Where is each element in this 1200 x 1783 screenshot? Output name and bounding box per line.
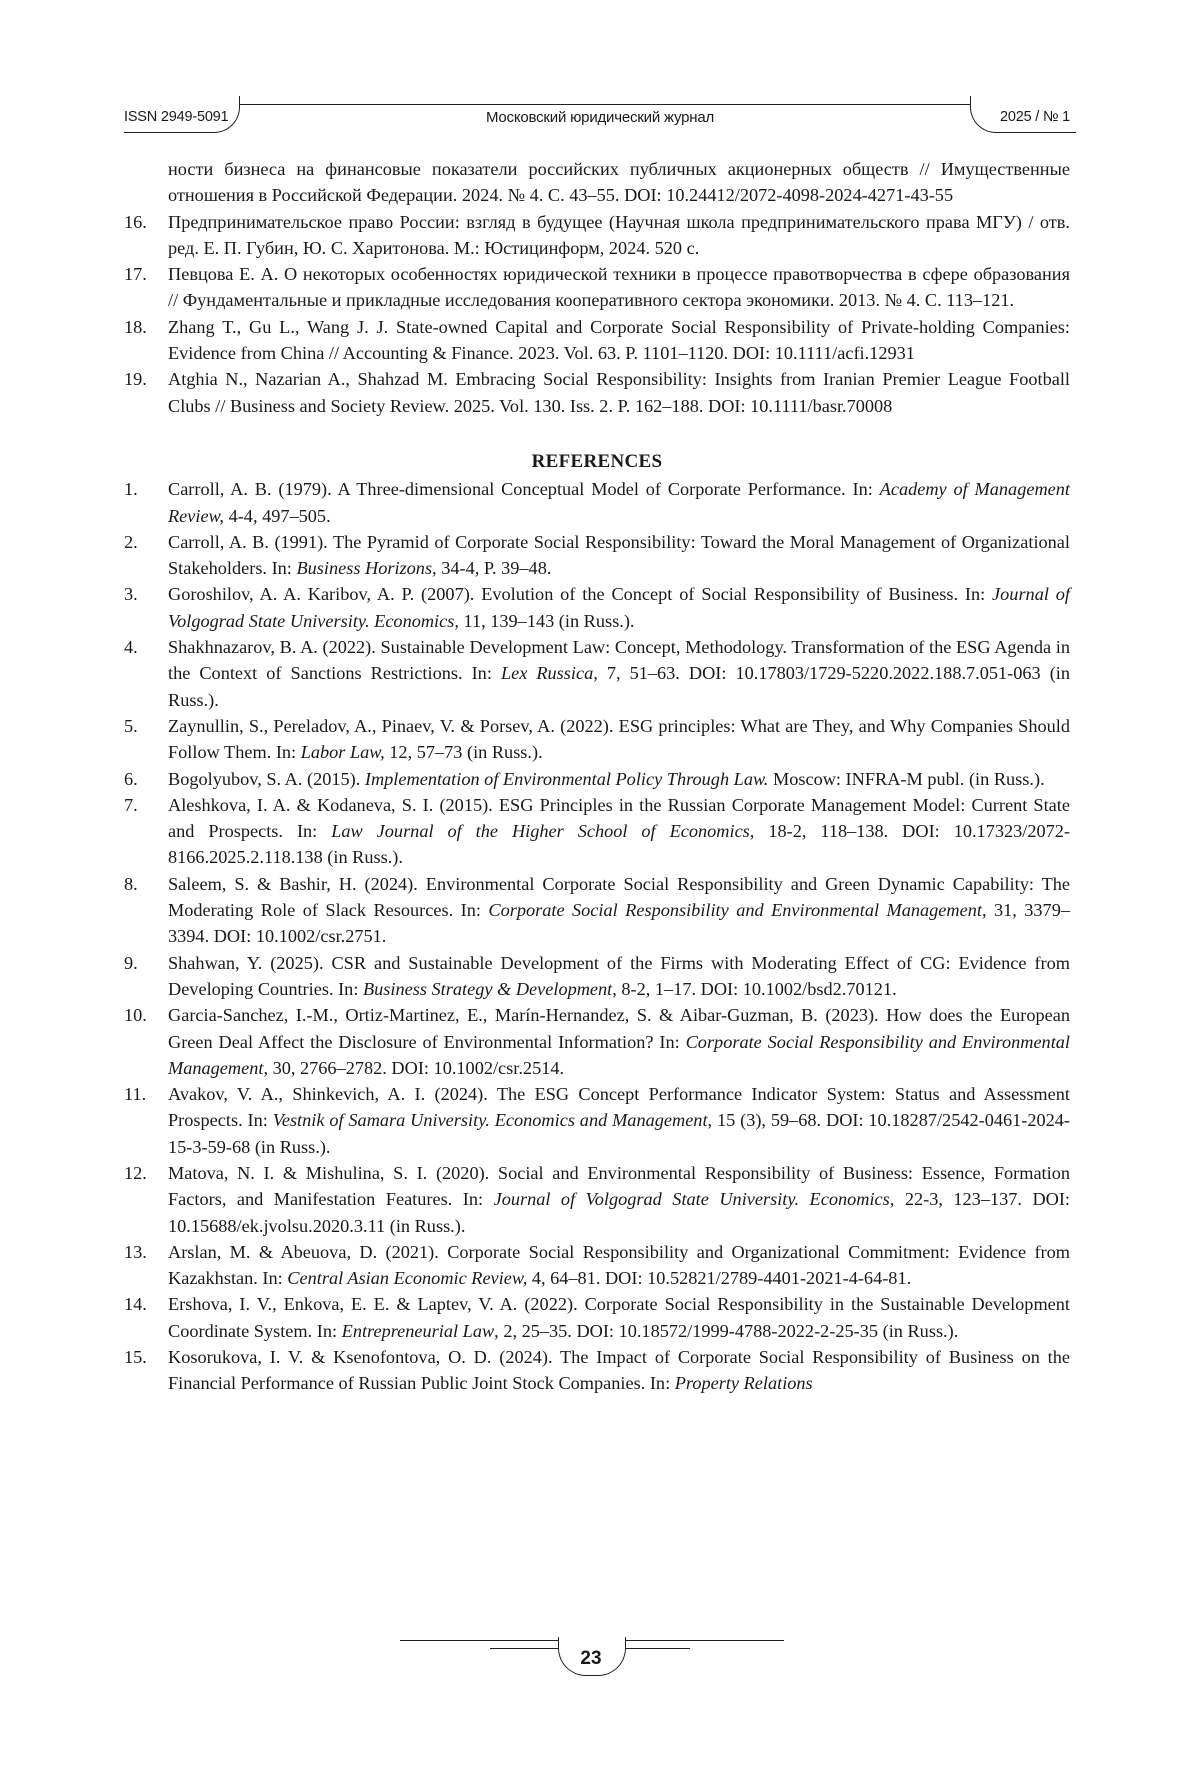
reference-source-title: Labor Law, [301,742,385,762]
reference-body: Carroll, A. B. (1979). A Three-dimensional Conceptual Model of Corporate Performance. In: [168,479,880,499]
reference-details: 12, 57–73 (in Russ.). [385,742,543,762]
reference-number: 6. [124,766,168,792]
reference-text [168,1291,1070,1344]
page-number: 23 [558,1648,624,1670]
reference-source-title: Journal of Volgograd State University. Economics, [494,1189,895,1209]
reference-item [124,634,1070,713]
reference-item [124,1291,1070,1344]
reference-number: 7. [124,792,168,818]
reference-item [124,1239,1070,1292]
reference-number: 18. [124,314,168,340]
reference-text [168,1160,1070,1239]
reference-text [168,1081,1070,1160]
reference-text: Atghia N., Nazarian A., Shahzad M. Embracing Social Responsibility: Insights from Iranian Premier League Football Clubs // Business and Society Review. 2025. Vol. 130. Iss. 2. P. 162–188. DOI: 10.1111/basr.70008 [168,366,1070,419]
reference-text [168,950,1070,1003]
reference-source-title: Business Horizons, [296,558,436,578]
reference-number: 17. [124,261,168,287]
reference-body: Kosorukova, I. V. & Ksenofontova, O. D. (2024). The Impact of Corporate Social Responsibility of Business on the Financial Performance of Russian Public Joint Stock Companies. In: [168,1347,1070,1393]
reference-number: 16. [124,209,168,235]
reference-text: Zhang T., Gu L., Wang J. J. State-owned Capital and Corporate Social Responsibility of Private-holding Companies: Evidence from China // Accounting & Finance. 2023. Vol. 63. P. 1101–1120. DOI: 10.1111/acfi.12931 [168,314,1070,367]
reference-text [168,529,1070,582]
reference-number: 8. [124,871,168,897]
reference-details: 4, 64–81. DOI: 10.52821/2789-4401-2021-4-64-81. [527,1268,911,1288]
reference-number: 15. [124,1344,168,1370]
reference-item [124,1344,1070,1397]
reference-details: 22-3, 123–137. DOI: 10.15688/ek.jvolsu.2020.3.11 (in Russ.). [168,1189,1070,1235]
reference-item [124,792,1070,871]
reference-body: Aleshkova, I. A. & Kodaneva, S. I. (2015). ESG Principles in the Russian Corporate Management Model: Current State and Prospects. In: [168,795,1070,841]
reference-item [124,1081,1070,1160]
reference-item [124,261,1070,314]
reference-details: 30, 2766–2782. DOI: 10.1002/csr.2514. [268,1058,564,1078]
header-rule [124,104,1076,105]
reference-body: Ershova, I. V., Enkova, E. E. & Laptev, V. A. (2022). Corporate Social Responsibility in the Sustainable Development Coordinate System. In: [168,1294,1070,1340]
reference-number: 10. [124,1002,168,1028]
reference-details: 7, 51–63. DOI: 10.17803/1729-5220.2022.188.7.051-063 (in Russ.). [168,663,1070,709]
reference-item [124,476,1070,529]
reference-body: Bogolyubov, S. A. (2015). [168,769,365,789]
reference-number: 12. [124,1160,168,1186]
reference-text [168,792,1070,871]
reference-number: 1. [124,476,168,502]
reference-item [124,713,1070,766]
reference-details: 4-4, 497–505. [224,506,331,526]
reference-body: Shahwan, Y. (2025). CSR and Sustainable Development of the Firms with Moderating Effect of CG: Evidence from Developing Countries. In: [168,953,1070,999]
reference-item [124,871,1070,950]
journal-title: Московский юридический журнал [0,109,1200,126]
reference-body: Goroshilov, A. A. Karibov, A. P. (2007). Evolution of the Concept of Social Responsibility of Business. In: [168,584,992,604]
reference-details: , 15 (3), 59–68. DOI: 10.18287/2542-0461-2024-15-3-59-68 (in Russ.). [168,1110,1070,1156]
reference-number: 5. [124,713,168,739]
reference-details: Moscow: INFRA-M publ. (in Russ.). [768,769,1044,789]
reference-number: 4. [124,634,168,660]
reference-text [168,476,1070,529]
issn-label: ISSN 2949-5091 [124,109,228,125]
reference-source-title: Business Strategy & Development [363,979,612,999]
reference-continuation [124,156,1070,209]
reference-body: Shakhnazarov, B. A. (2022). Sustainable Development Law: Concept, Methodology. Transformation of the ESG Agenda in the Context of Sanctions Restrictions. In: [168,637,1070,683]
reference-text: Певцова Е. А. О некоторых особенностях юридической техники в процессе правотворчества в сфере образования // Фундаментальные и прикладные исследования кооперативного сектора экономики. 2013. № 4. С. 113–121. [168,261,1070,314]
reference-item [124,1160,1070,1239]
reference-source-title: Lex Russica, [501,663,598,683]
reference-details: , 18-2, 118–138. DOI: 10.17323/2072-8166.2025.2.118.138 (in Russ.). [168,821,1070,867]
references-heading: REFERENCES [124,449,1070,475]
english-reference-list [124,476,1070,1396]
issue-label: 2025 / № 1 [1000,109,1070,125]
reference-source-title: Corporate Social Responsibility and Environmental Management, [168,1032,1070,1078]
reference-number: 13. [124,1239,168,1265]
reference-text: Предпринимательское право России: взгляд в будущее (Научная школа предпринимательского права МГУ) / отв. ред. Е. П. Губин, Ю. С. Харитонова. М.: Юстицинформ, 2024. 520 с. [168,209,1070,262]
reference-text [168,871,1070,950]
reference-details: 11, 139–143 (in Russ.). [459,611,635,631]
reference-number: 3. [124,581,168,607]
reference-source-title: Law Journal of the Higher School of Economics [331,821,750,841]
reference-number: 14. [124,1291,168,1317]
reference-source-title: Property Relations [675,1373,813,1393]
reference-source-title: Academy of Management Review, [168,479,1070,525]
reference-item [124,366,1070,419]
reference-source-title: Entrepreneurial Law [342,1321,495,1341]
reference-text [168,581,1070,634]
reference-text [168,713,1070,766]
reference-body: Zaynullin, S., Pereladov, A., Pinaev, V. & Porsev, A. (2022). ESG principles: What are They, and Why Companies Should Follow Them. In: [168,716,1070,762]
reference-item [124,1002,1070,1081]
reference-text [168,1239,1070,1292]
page-body [124,156,1070,1397]
reference-body: Avakov, V. A., Shinkevich, A. I. (2024). The ESG Concept Performance Indicator System: Status and Assessment Prospects. In: [168,1084,1070,1130]
reference-source-title: Vestnik of Samara University. Economics and Management [273,1110,708,1130]
reference-item [124,529,1070,582]
reference-item [124,209,1070,262]
reference-text [168,766,1070,792]
reference-text [168,1344,1070,1397]
reference-body: Garcia-Sanchez, I.-M., Ortiz-Martinez, E., Marín-Hernandez, S. & Aibar-Guzman, B. (2023). How does the European Green Deal Affect the Disclosure of Environmental Information? In: [168,1005,1070,1051]
reference-item [124,314,1070,367]
reference-text: ности бизнеса на финансовые показатели российских публичных акционерных обществ // Имущественные отношения в Российской Федерации. 2024. № 4. С. 43–55. DOI: 10.24412/2072-4098-2024-4271-43-55 [168,156,1070,209]
reference-text [168,1002,1070,1081]
reference-source-title: Corporate Social Responsibility and Environmental Management [488,900,982,920]
reference-details: , 8-2, 1–17. DOI: 10.1002/bsd2.70121. [612,979,896,999]
reference-source-title: Journal of Volgograd State University. Economics, [168,584,1070,630]
reference-body: Saleem, S. & Bashir, H. (2024). Environmental Corporate Social Responsibility and Green Dynamic Capability: The Moderating Role of Slack Resources. In: [168,874,1070,920]
reference-item [124,950,1070,1003]
reference-number: 19. [124,366,168,392]
russian-reference-list [124,209,1070,419]
reference-body: Matova, N. I. & Mishulina, S. I. (2020). Social and Environmental Responsibility of Business: Essence, Formation Factors, and Manifestation Features. In: [168,1163,1070,1209]
reference-text [168,634,1070,713]
reference-details: , 31, 3379–3394. DOI: 10.1002/csr.2751. [168,900,1070,946]
reference-number: 11. [124,1081,168,1107]
reference-number: 9. [124,950,168,976]
reference-details: 34-4, P. 39–48. [437,558,552,578]
reference-body: Arslan, M. & Abeuova, D. (2021). Corporate Social Responsibility and Organizational Commitment: Evidence from Kazakhstan. In: [168,1242,1070,1288]
reference-body: Carroll, A. B. (1991). The Pyramid of Corporate Social Responsibility: Toward the Moral Management of Organizational Stakeholders. In: [168,532,1070,578]
reference-details: , 2, 25–35. DOI: 10.18572/1999-4788-2022-2-25-35 (in Russ.). [494,1321,958,1341]
reference-number: 2. [124,529,168,555]
reference-source-title: Central Asian Economic Review, [287,1268,527,1288]
reference-source-title: Implementation of Environmental Policy Through Law. [365,769,769,789]
reference-item [124,766,1070,792]
reference-item [124,581,1070,634]
